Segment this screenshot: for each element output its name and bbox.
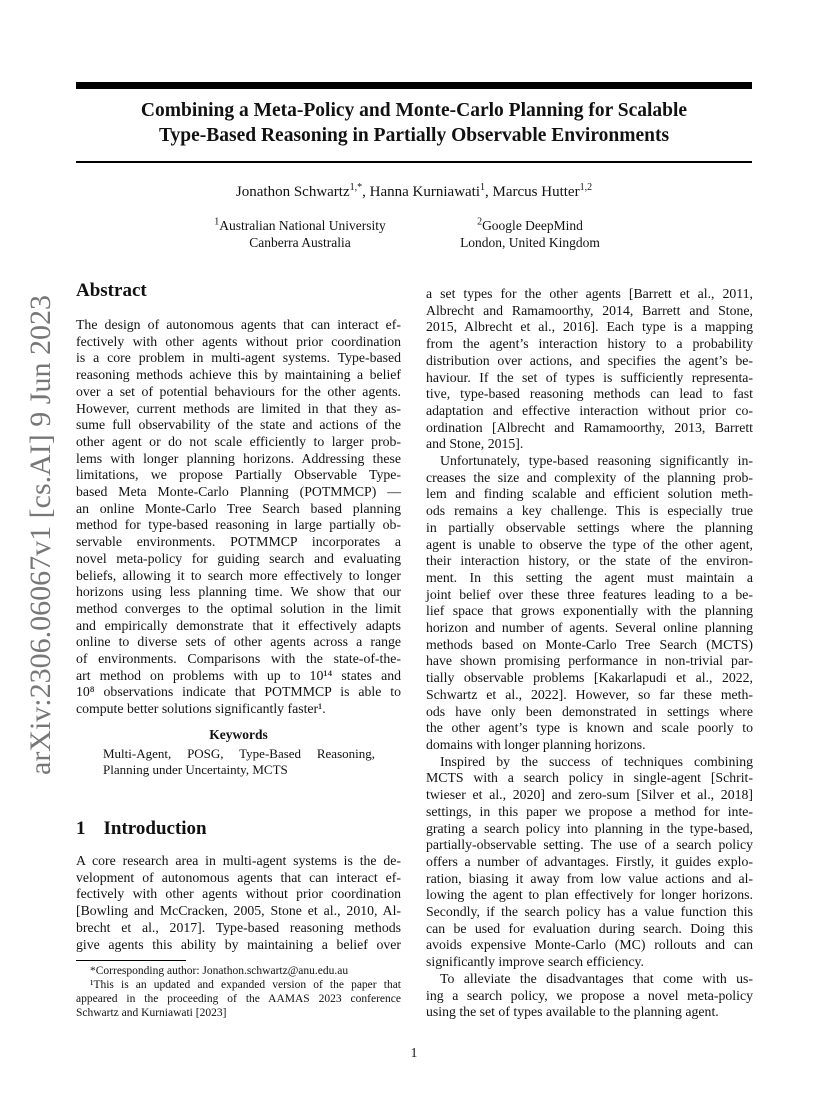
abstract-line: over a set of potential behaviours for the other agents. bbox=[76, 383, 401, 399]
abstract-line: based Meta Monte-Carlo Planning (POTMMCP) — bbox=[76, 484, 401, 500]
body-line: adaptation and effective interaction without prior co- bbox=[426, 402, 753, 418]
footnotes bbox=[76, 964, 401, 1020]
footnote-rule bbox=[76, 960, 186, 961]
author-list bbox=[76, 184, 752, 201]
abstract-line: and empirically demonstrate that it effectively adapts bbox=[76, 617, 401, 633]
body-line: have shown promising performance in non-trivial par- bbox=[426, 653, 753, 669]
body-line: using the set of types available to the planning agent. bbox=[426, 1004, 719, 1020]
title-line: Type-Based Reasoning in Partially Observable Environments bbox=[158, 125, 670, 146]
paper-title bbox=[76, 98, 752, 148]
abstract-line: method converges to the optimal solution in the limit bbox=[76, 600, 401, 616]
body-line: significantly improve search efficiency. bbox=[426, 954, 644, 970]
abstract-line: compute better solutions significantly faster¹. bbox=[76, 701, 326, 717]
body-line: MCTS with a search policy in single-agent [Schrit- bbox=[426, 770, 753, 786]
body-line: ment. In this setting the agent must maintain a bbox=[426, 569, 753, 585]
title-rule-bottom bbox=[76, 161, 752, 163]
body-line: ordination [Albrecht and Ramamoorthy, 2013, Barrett bbox=[426, 419, 753, 435]
body-line: ods remains a key challenge. This is especially true bbox=[426, 503, 753, 519]
intro-line: velopment of autonomous agents that can interact ef- bbox=[76, 869, 401, 885]
intro-line: brecht et al., 2017]. Type-based reasoning methods bbox=[76, 919, 401, 935]
body-line: and Stone, 2015]. bbox=[426, 436, 524, 452]
abstract-line: online to diverse sets of other agents across a range bbox=[76, 634, 401, 650]
body-line: tially observable problems [Kakarlapudi et al., 2022, bbox=[426, 670, 753, 686]
affiliation-institution: Australian National University bbox=[219, 218, 386, 233]
body-line: ration, biasing it away from low value actions and al- bbox=[426, 870, 753, 886]
body-line: from the agent’s interaction history to a probability bbox=[426, 336, 753, 352]
affiliation-institution: Google DeepMind bbox=[482, 218, 583, 233]
author-affiliation-mark: 1 bbox=[480, 182, 486, 193]
body-line: grating a search policy into planning in the type-based, bbox=[426, 820, 753, 836]
affiliation-2 bbox=[445, 217, 615, 251]
body-line: lem and finding scalable and efficient solution meth- bbox=[426, 486, 753, 502]
section-number: 1 bbox=[76, 818, 86, 839]
abstract-heading: Abstract bbox=[76, 280, 147, 301]
introduction-heading bbox=[76, 818, 207, 840]
abstract-line: of environments. Comparisons with the state-of-the- bbox=[76, 651, 401, 667]
body-line: the other agent’s type is known and scale poorly to bbox=[426, 720, 753, 736]
body-line: joint belief over these three features leading to a be- bbox=[426, 586, 753, 602]
section-title: Introduction bbox=[103, 818, 207, 839]
abstract-line: reasoning methods achieve this by maintaining a belief bbox=[76, 367, 401, 383]
keywords-line: Multi-Agent, POSG, Type-Based Reasoning, bbox=[103, 746, 375, 761]
body-line: Schwartz et al., 2022]. However, so far these meth- bbox=[426, 686, 753, 702]
body-line: tive, type-based reasoning methods can lead to fast bbox=[426, 386, 753, 402]
abstract-line: is a core problem in multi-agent systems. Type-based bbox=[76, 350, 401, 366]
body-line: their interaction history, or the state of the environ- bbox=[426, 553, 753, 569]
author-affiliation-mark: 1,2 bbox=[579, 182, 593, 193]
abstract-body bbox=[76, 317, 401, 718]
body-line: settings, in this paper we propose a method for inte- bbox=[426, 803, 753, 819]
author-separator: , bbox=[485, 184, 493, 200]
body-line: Albrecht and Ramamoorthy, 2014, Barrett and Stone, bbox=[426, 302, 753, 318]
abstract-line: The design of autonomous agents that can interact ef- bbox=[76, 317, 401, 332]
body-line: partially-observable setting. The use of a search policy bbox=[426, 837, 753, 853]
abstract-line: method for type-based reasoning in large partially ob- bbox=[76, 517, 401, 533]
abstract-line: an online Monte-Carlo Tree Search based planning bbox=[76, 500, 401, 516]
author-name: Jonathon Schwartz bbox=[235, 184, 350, 200]
author-affiliation-mark: 1,* bbox=[349, 182, 363, 193]
body-line: Unfortunately, type-based reasoning significantly in- bbox=[440, 453, 753, 469]
introduction-body-left bbox=[76, 853, 401, 953]
abstract-line: sume full observability of the state and actions of the bbox=[76, 417, 401, 433]
intro-line: [Bowling and McCracken, 2005, Stone et al., 2010, Al- bbox=[76, 903, 401, 919]
abstract-line: other agent or do not scale efficiently to larger prob- bbox=[76, 433, 401, 449]
affiliation-1 bbox=[200, 217, 400, 251]
footnote-citation-link[interactable]: Schwartz and Kurniawati [2023] bbox=[76, 1007, 227, 1019]
arxiv-identifier[interactable]: arXiv:2306.06067v1 [cs.AI] 9 Jun 2023 bbox=[24, 295, 57, 775]
affiliation-location: Canberra Australia bbox=[249, 235, 351, 250]
intro-line: give agents this ability by maintaining a belief over bbox=[76, 936, 401, 952]
body-line: can be used for evaluation during search. Doing this bbox=[426, 920, 753, 936]
abstract-line: 10⁸ observations indicate that POTMMCP is able to bbox=[76, 684, 401, 700]
body-line: in partially observable settings where the planning bbox=[426, 519, 753, 535]
abstract-line: novel meta-policy for guiding search and evaluating bbox=[76, 550, 401, 566]
title-rule-top bbox=[76, 82, 752, 89]
abstract-line: However, current methods are limited in that they as- bbox=[76, 400, 401, 416]
footnote-line: *Corresponding author: Jonathon.schwartz@anu.edu.au bbox=[90, 965, 349, 977]
body-line: lowing the agent to plan effectively for longer horizons. bbox=[426, 887, 753, 903]
abstract-line: limitations, we propose Partially Observable Type- bbox=[76, 467, 401, 483]
body-line: creases the size and complexity of the planning prob- bbox=[426, 469, 753, 485]
author-name: Hanna Kurniawati bbox=[369, 184, 481, 200]
footnote-line: ¹This is an updated and expanded version of the paper that bbox=[90, 979, 401, 991]
intro-line: A core research area in multi-agent systems is the de- bbox=[76, 853, 401, 868]
body-line: horizon and number of agents. Several online planning bbox=[426, 620, 753, 636]
body-line: a set types for the other agents [Barrett et al., 2011, bbox=[426, 286, 753, 301]
body-line: agent is unable to observe the type of the other agent, bbox=[426, 536, 753, 552]
author-name: Marcus Hutter bbox=[492, 184, 580, 200]
author-separator: , bbox=[362, 184, 370, 200]
abstract-line: art method on problems with up to 10¹⁴ states and bbox=[76, 667, 401, 683]
body-line: 2015, Albrecht et al., 2016]. Each type is a mapping bbox=[426, 319, 753, 335]
body-line: To alleviate the disadvantages that come with us- bbox=[440, 970, 753, 986]
title-line: Combining a Meta-Policy and Monte-Carlo Planning for Scalable bbox=[140, 100, 688, 121]
body-line: ing a search policy, we propose a novel meta-policy bbox=[426, 987, 753, 1003]
footnote-line: appeared in the proceeding of the AAMAS 2023 conference bbox=[76, 993, 401, 1005]
body-line: ods have only been demonstrated in settings where bbox=[426, 703, 753, 719]
body-line: twieser et al., 2020] and zero-sum [Silver et al., 2018] bbox=[426, 787, 753, 803]
keywords-list bbox=[103, 746, 375, 778]
keywords-heading: Keywords bbox=[209, 727, 268, 742]
abstract-line: servable environments. POTMMCP incorporates a bbox=[76, 534, 401, 550]
abstract-line: beliefs, allowing it to search more effectively to longer bbox=[76, 567, 401, 583]
body-line: Secondly, if the search policy has a value function this bbox=[426, 904, 753, 920]
body-line: lief space that grows exponentially with the planning bbox=[426, 603, 753, 619]
intro-line: fectively with other agents without prior coordination bbox=[76, 886, 401, 902]
body-line: distribution over actions, and specifies the agent’s be- bbox=[426, 352, 753, 368]
affiliation-location: London, United Kingdom bbox=[460, 235, 600, 250]
body-line: offers a number of advantages. Firstly, it guides explo- bbox=[426, 853, 753, 869]
abstract-line: horizons using less planning time. We show that our bbox=[76, 584, 401, 600]
introduction-body-right bbox=[426, 286, 753, 1021]
affiliation-mark: 1 bbox=[214, 216, 220, 228]
abstract-line: lems with longer planning horizons. Addressing these bbox=[76, 450, 401, 466]
body-line: methods based on Monte-Carlo Tree Search (MCTS) bbox=[426, 636, 753, 652]
page-number: 1 bbox=[410, 1045, 418, 1060]
body-line: haviour. If the set of types is sufficiently representa- bbox=[426, 369, 753, 385]
affiliation-mark: 2 bbox=[477, 216, 483, 228]
abstract-line: fectively with other agents without prior coordination bbox=[76, 333, 401, 349]
body-line: domains with longer planning horizons. bbox=[426, 736, 646, 752]
body-line: Inspired by the success of techniques combining bbox=[440, 753, 753, 769]
keywords-line: Planning under Uncertainty, MCTS bbox=[103, 762, 288, 777]
body-line: avoids expensive Monte-Carlo (MC) rollouts and can bbox=[426, 937, 753, 953]
